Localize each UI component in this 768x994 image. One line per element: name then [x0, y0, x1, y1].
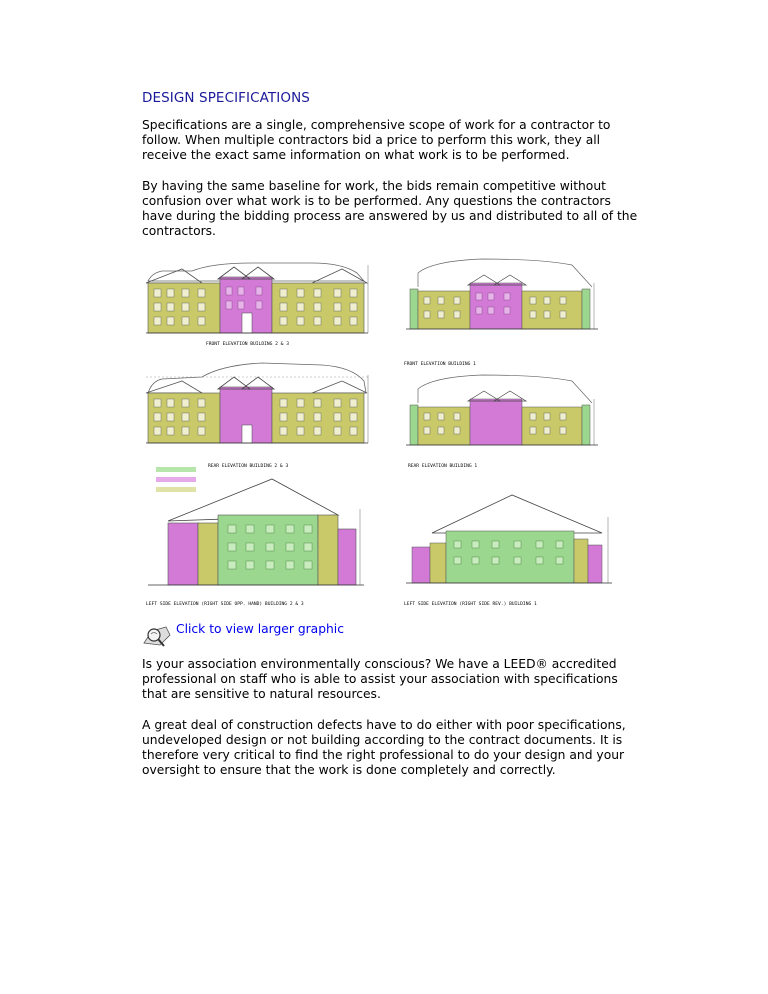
baseline-paragraph: By having the same baseline for work, the bids remain competitive without confusion over what work is to be performed. Any questions the contractors have during the bidding process are answered by us and distributed to all of the contractors. [142, 179, 638, 238]
color-legend-swatches [156, 467, 196, 492]
elevation-drawings-figure [142, 253, 632, 611]
rear-elevation-left [146, 363, 368, 469]
page-title: DESIGN SPECIFICATIONS [142, 90, 310, 106]
main-content [142, 90, 642, 794]
side-elevation-right [404, 495, 612, 607]
rear-elevation-right [406, 375, 598, 469]
caption-side-right: LEFT SIDE ELEVATION (RIGHT SIDE REV.) BUILDING 1 [404, 602, 537, 607]
side-elevation-left [146, 479, 364, 607]
caption-rear-left: REAR ELEVATION BUILDING 2 & 3 [208, 464, 289, 469]
caption-front-right: FRONT ELEVATION BUILDING 1 [404, 362, 476, 367]
intro-paragraph: Specifications are a single, comprehensive scope of work for a contractor to follow. When multiple contractors bid a price to perform this work, they all receive the exact same information on what work is to be performed. [142, 118, 611, 162]
larger-graphic-link-row [142, 617, 642, 649]
magnifier-drawing-icon[interactable] [142, 621, 172, 649]
elevation-drawings [142, 253, 632, 611]
front-elevation-left [146, 263, 368, 347]
view-larger-graphic-link[interactable]: Click to view larger graphic [176, 622, 344, 636]
leed-paragraph: Is your association environmentally conscious? We have a LEED® accredited professional on staff who is able to assist your association with specifications that are sensitive to natural resources. [142, 657, 618, 701]
defects-paragraph: A great deal of construction defects have to do either with poor specifications, undeveloped design or not building according to the contract documents. It is therefore very critical to find the right professional to do your design and your oversight to ensure that the work is done completely and correctly. [142, 718, 626, 777]
front-elevation-right [404, 259, 598, 367]
caption-front-left: FRONT ELEVATION BUILDING 2 & 3 [206, 342, 289, 347]
caption-side-left: LEFT SIDE ELEVATION (RIGHT SIDE OPP. HAND) BUILDING 2 & 3 [146, 602, 304, 607]
caption-rear-right: REAR ELEVATION BUILDING 1 [408, 464, 478, 469]
